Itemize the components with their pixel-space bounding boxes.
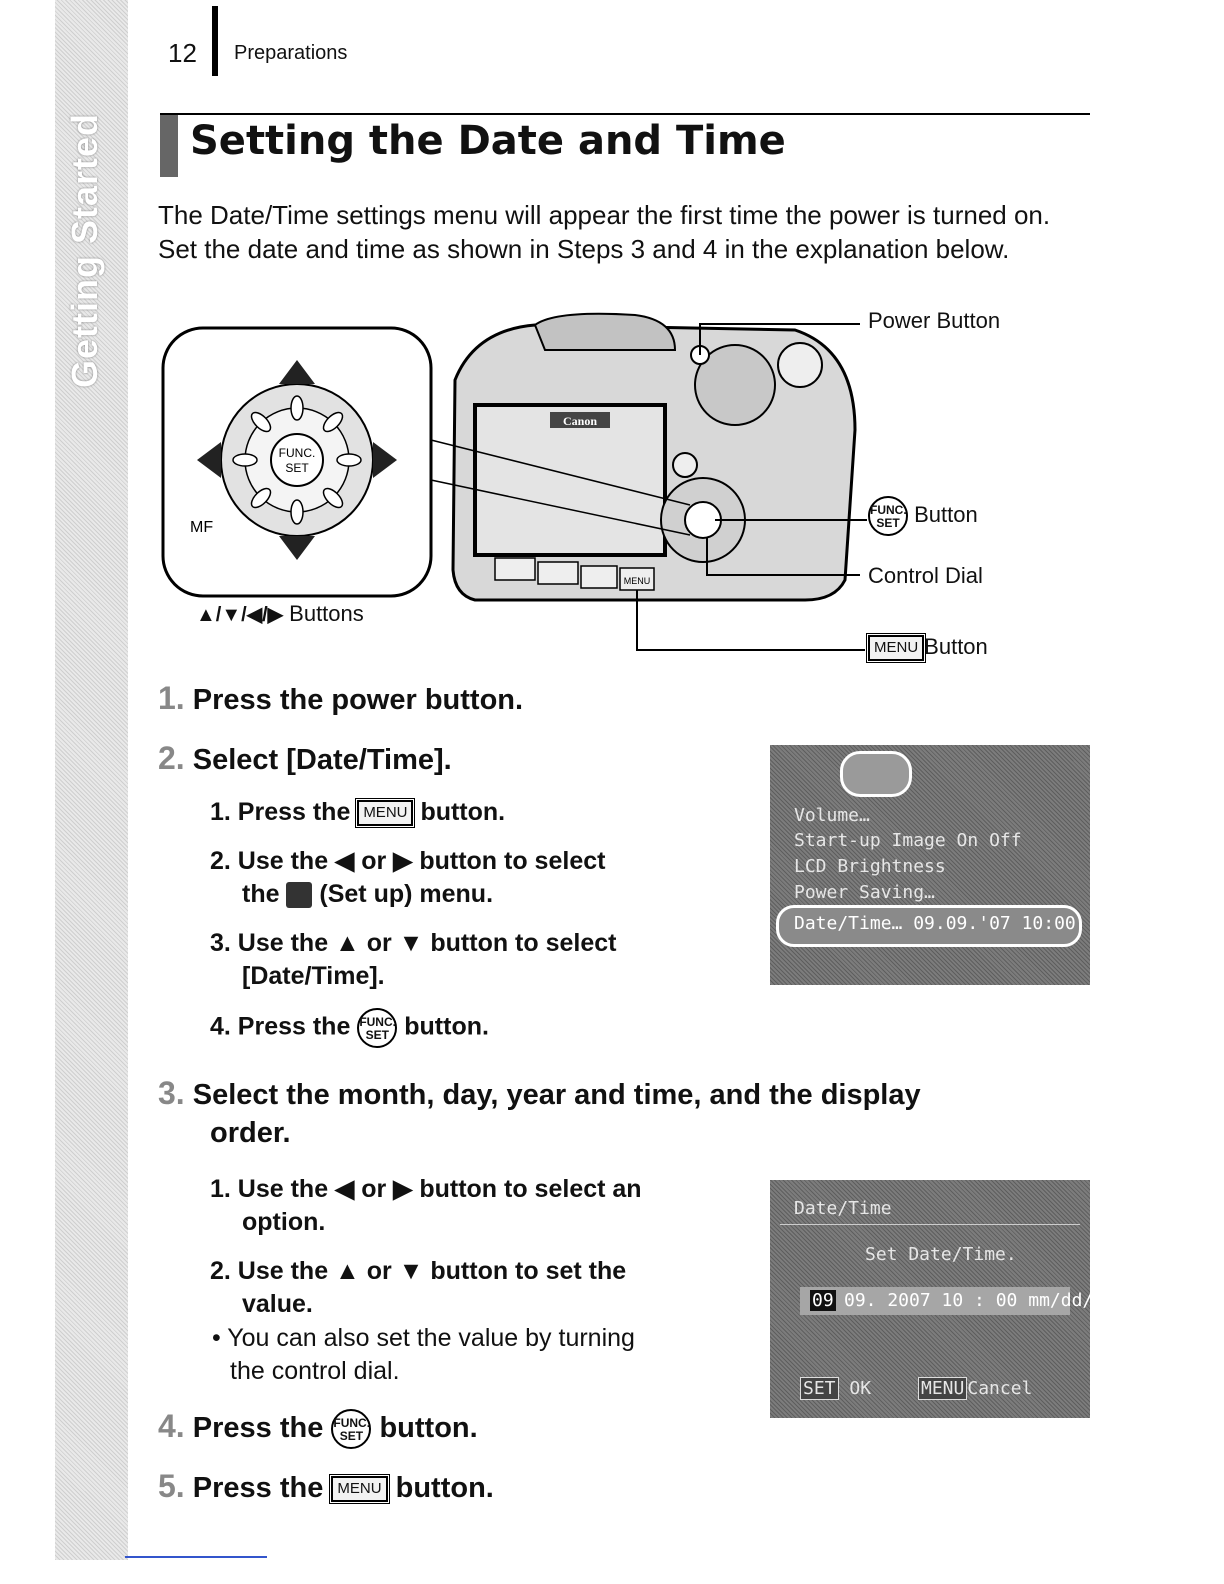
power-button-label: Power Button: [868, 308, 1001, 333]
screen2-value: 09. 2007 10 : 00 mm/dd/yy: [844, 1290, 1115, 1311]
screen2-cancel: MENU Cancel: [918, 1378, 1032, 1399]
page-title: Setting the Date and Time: [190, 118, 786, 164]
pad-set-label: SET: [285, 461, 309, 475]
func-set-icon: FUNC. SET: [331, 1409, 371, 1449]
setup-menu-screen: [770, 745, 1090, 985]
pad-func-label: FUNC.: [278, 446, 316, 460]
screen1-row-lcd: LCD Brightness: [794, 856, 946, 877]
screen2-subtitle: Set Date/Time.: [865, 1244, 1017, 1265]
step-4: 4. Press the FUNC. SET button.: [158, 1408, 478, 1449]
step-2-sub-2b: the (Set up) menu.: [242, 880, 494, 908]
screen2-title: Date/Time: [794, 1198, 892, 1219]
screen1-row-startup: Start-up Image On Off: [794, 830, 1022, 851]
control-pad-callout: [163, 328, 431, 596]
camera-brand: Canon: [562, 414, 598, 428]
step-3-sub-2: 2. Use the ▲ or ▼ button to set the: [210, 1257, 627, 1285]
step-2-sub-3b: [Date/Time].: [242, 962, 385, 990]
page-number: 12: [168, 38, 197, 68]
header-divider: [212, 6, 218, 76]
step-2: 2. Select [Date/Time].: [158, 740, 452, 776]
step-1: 1. Press the power button.: [158, 680, 524, 716]
menu-key-icon: MENU: [868, 635, 924, 661]
screen1-row-volume: Volume…: [794, 805, 870, 826]
step-3-line2: order.: [210, 1117, 291, 1149]
arrow-buttons-callout: [196, 601, 364, 627]
section-label: Preparations: [234, 42, 348, 64]
setup-menu-icon: [286, 882, 312, 908]
side-tab-label: Getting Started: [64, 112, 105, 388]
step-5: 5. Press the MENU button.: [158, 1468, 494, 1504]
menu-key-icon: MENU: [357, 800, 413, 826]
step-3: 3. Select the month, day, year and time, and the display: [158, 1075, 921, 1111]
func-set-icon: FUNC. SET: [357, 1008, 397, 1048]
screen1-row-power: Power Saving…: [794, 882, 935, 903]
setup-tab-icon: [840, 751, 912, 797]
step-3-bullet-b: the control dial.: [230, 1357, 400, 1385]
arrow-glyphs: ▲/▼/◀/▶: [196, 604, 284, 626]
datetime-screen: [770, 1180, 1115, 1418]
intro-paragraph: The Date/Time settings menu will appear the first time the power is turned on. Set the date and time as shown in Steps 3 and 4 in the explanation below.: [158, 200, 1051, 264]
screen1-row-datetime: Date/Time… 09.09.'07 10:00: [794, 913, 1076, 934]
control-dial-label: Control Dial: [868, 563, 983, 588]
step-2-sub-2: 2. Use the ◀ or ▶ button to select: [210, 847, 606, 875]
screen2-selected-field: 09: [812, 1290, 834, 1311]
mf-label: MF: [190, 519, 214, 536]
step-3-bullet: • You can also set the value by turning: [212, 1324, 635, 1352]
title-rule: [160, 113, 1090, 115]
menu-button-callout: [868, 634, 988, 661]
step-2-sub-4: 4. Press the FUNC. SET button.: [210, 1008, 489, 1048]
title-marker: [160, 115, 178, 177]
camera-menu-key: MENU: [623, 576, 651, 586]
step-2-sub-1: 1. Press the MENU button.: [210, 798, 506, 826]
step-2-sub-3: 3. Use the ▲ or ▼ button to select: [210, 929, 617, 957]
screen2-ok: SET OK: [800, 1378, 871, 1399]
menu-key-icon: MENU: [331, 1476, 387, 1502]
camera-body: [453, 314, 855, 600]
step-3-sub-1b: option.: [242, 1208, 326, 1236]
step-3-sub-2b: value.: [242, 1290, 313, 1318]
func-set-icon: FUNC. SET: [868, 496, 908, 536]
func-button-label: Button: [914, 501, 978, 527]
footer-rule: [125, 1556, 267, 1558]
func-button-callout: [868, 496, 978, 536]
arrow-buttons-label: Buttons: [289, 601, 364, 626]
menu-button-label: Button: [924, 634, 988, 659]
step-3-sub-1: 1. Use the ◀ or ▶ button to select an: [210, 1175, 642, 1203]
